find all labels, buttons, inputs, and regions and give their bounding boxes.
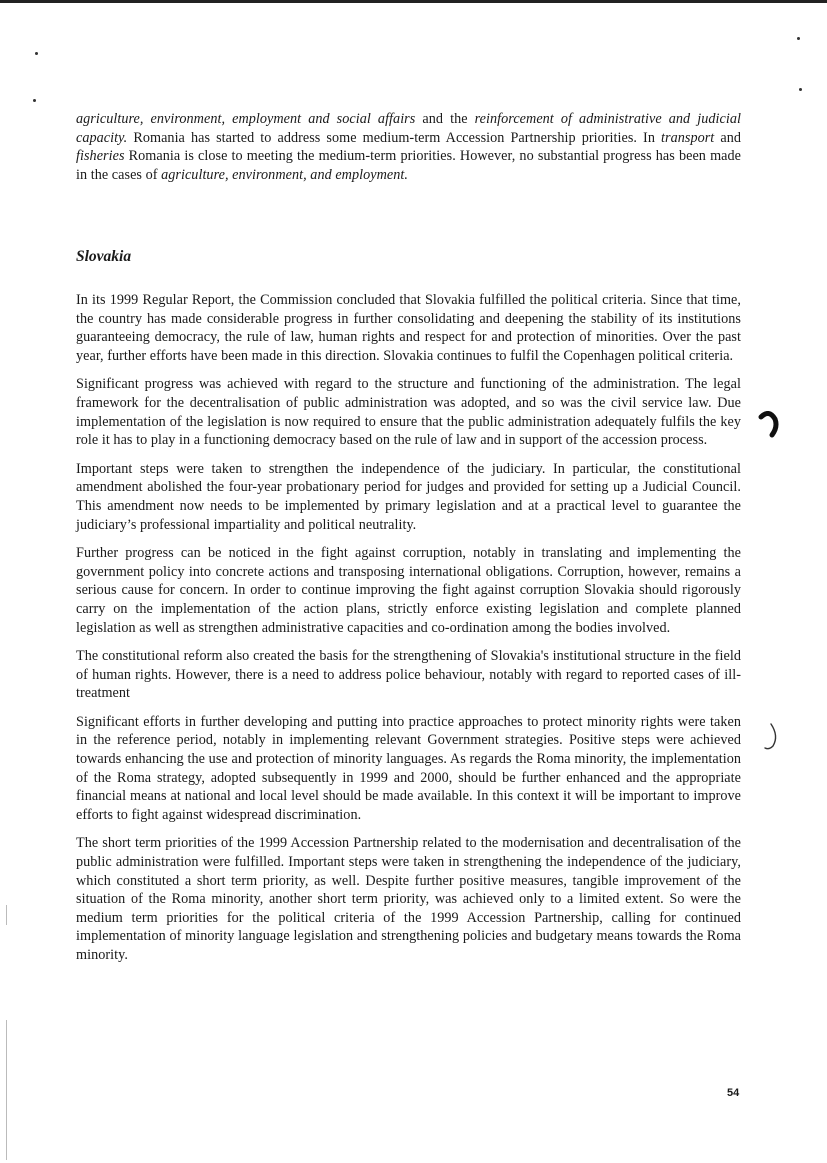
paragraph-human-rights: The constitutional reform also created the basis for the strengthening of Slovakia's institutional structure in the field of human rights. However, there is a need to address police behaviour, notably with regard to reported cases of ill-treatment bbox=[76, 648, 741, 702]
page-number: 54 bbox=[727, 1087, 740, 1099]
intro-text: Romania is close to meeting the medium-term priorities. However, no substantial progress has been made in the cases of bbox=[76, 148, 741, 183]
paragraph-public-administration: Significant progress was achieved with regard to the structure and functioning of the administration. The legal framework for the decentralisation of public administration was adopted, and so was the civil service law. Due implementation of the legislation is now required to ensure that the public administration adequately fulfils the key role it has to play in a functioning democracy based on the rule of law and in support of the accession process. bbox=[76, 376, 741, 449]
scan-speck bbox=[797, 37, 800, 40]
intro-text: and bbox=[714, 129, 741, 146]
paragraph-political-criteria: In its 1999 Regular Report, the Commission concluded that Slovakia fulfilled the political criteria. Since that time, the country has made considerable progress in further consolidating and deepening the stability of its institutions guaranteeing democracy, the rule of law, human rights and respect for and protection of minorities. Over the past year, further efforts have been made in this direction. Slovakia continues to fulfil the Copenhagen political criteria. bbox=[76, 292, 741, 364]
intro-text-italic: reinforcement of administrative and judicial capacity. bbox=[76, 111, 741, 146]
binder-hole-mark bbox=[757, 411, 781, 439]
body-text bbox=[76, 291, 741, 975]
intro-text-italic: agriculture, environment, employment and social affairs bbox=[76, 111, 416, 127]
intro-paragraph bbox=[76, 110, 741, 194]
paragraph-minority-rights: Significant efforts in further developing and putting into practice approaches to protect minority rights were taken in the reference period, notably in implementing relevant Government strategies. Positive steps were achieved towards enhancing the use and protection of minority languages. As regards the Roma minority, the implementation of the Roma strategy, adopted subsequently in 1999 and 2000, should be further enhanced and the appropriate financial means at national and local level should be made available. In this context it will be important to improve efforts to fight against widespread discrimination. bbox=[76, 713, 741, 823]
intro-text-italic: agriculture, environment, and employment. bbox=[161, 166, 408, 183]
scan-edge-mark bbox=[6, 905, 7, 925]
scan-speck bbox=[35, 52, 38, 55]
section-heading-slovakia: Slovakia bbox=[76, 248, 132, 265]
intro-text: Romania has started to address some medium-term Accession Partnership priorities. In bbox=[127, 129, 662, 146]
scan-speck bbox=[33, 99, 36, 102]
intro-text: and the bbox=[415, 111, 475, 127]
scan-speck bbox=[799, 88, 802, 91]
intro-text-italic: transport bbox=[661, 129, 715, 146]
paragraph-accession-priorities: The short term priorities of the 1999 Accession Partnership related to the modernisation and decentralisation of the public administration were fulfilled. Important steps were taken in strengthening the independence of the judiciary, which constituted a short term priority, as well. Despite further positive measures, tangible improvement of the situation of the Roma minority, another short term priority, was achieved only to a limited extent. So were the medium term priorities for the political criteria of the 1999 Accession Partnership, calling for continued implementation of minority language legislation and strengthening policies and budgetary means towards the Roma minority. bbox=[76, 835, 741, 963]
binder-hole-mark bbox=[763, 722, 783, 752]
paragraph-judiciary: Important steps were taken to strengthen the independence of the judiciary. In particular, the constitutional amendment abolished the four-year probationary period for judges and provided for setting up a Judicial Council. This amendment now needs to be implemented by primary legislation and at a practical level to guarantee the judiciary’s professional impartiality and political neutrality. bbox=[76, 460, 741, 533]
top-border-line bbox=[0, 0, 827, 3]
scan-edge-mark bbox=[6, 1020, 7, 1160]
paragraph-corruption: Further progress can be noticed in the fight against corruption, notably in translating and implementing the government policy into concrete actions and transposing international obligations. Corruption, however, remains a serious cause for concern. In order to continue improving the fight against corruption Slovakia should rigorously carry on the implementation of the action plans, strictly enforce existing legislation and complete planned legislation as well as strengthen administrative capacities and co-ordination among the bodies involved. bbox=[76, 545, 741, 636]
intro-text-italic: fisheries bbox=[76, 148, 125, 165]
